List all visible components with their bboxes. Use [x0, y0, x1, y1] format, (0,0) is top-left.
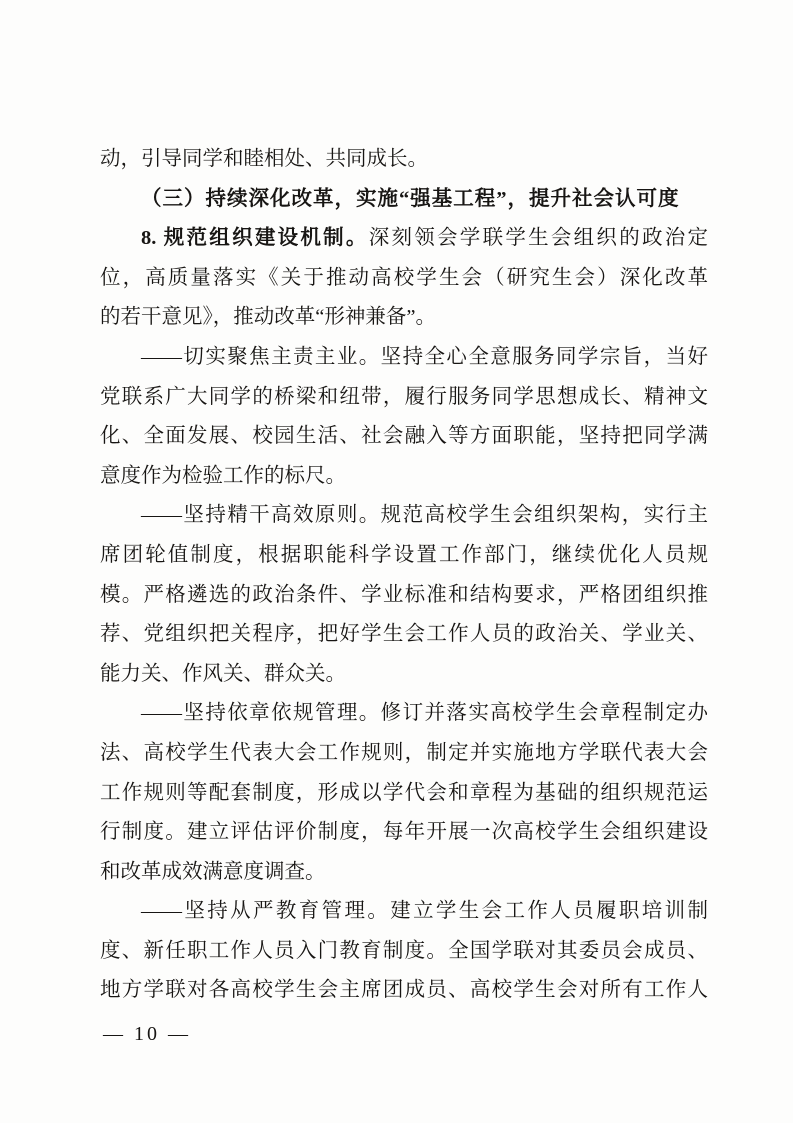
paragraph-dash-focus-main-duty	[100, 338, 708, 496]
body-text: 的若干意见》，推动改革“形神兼备”。	[100, 306, 436, 329]
text-line	[100, 892, 708, 932]
paragraph-dash-rule-based-management	[100, 694, 708, 892]
text-line	[100, 932, 708, 972]
body-text: 工作规则等配套制度，形成以学代会和章程为基础的组织规范运	[100, 781, 708, 804]
text-line	[100, 694, 708, 734]
text-line	[100, 615, 708, 655]
paragraph-dash-lean-efficient	[100, 496, 708, 694]
text-line	[100, 734, 708, 774]
text-line	[100, 378, 708, 418]
emphasis-text: 8. 规范组织建设机制。	[141, 227, 369, 250]
body-text: ——坚持精干高效原则。规范高校学生会组织架构，实行主	[141, 504, 708, 527]
body-text: 法、高校学生代表大会工作规则，制定并实施地方学联代表大会	[100, 741, 708, 764]
text-line	[100, 655, 708, 695]
body-text: 地方学联对各高校学生会主席团成员、高校学生会对所有工作人	[100, 979, 708, 1002]
text-line	[100, 576, 708, 616]
text-line	[100, 338, 708, 378]
body-text: 动，引导同学和睦相处、共同成长。	[100, 148, 428, 170]
text-line	[100, 457, 708, 497]
body-text: ——坚持从严教育管理。建立学生会工作人员履职培训制	[141, 900, 708, 923]
paragraph-continuation	[100, 140, 708, 180]
text-line	[100, 180, 708, 220]
text-line	[100, 417, 708, 457]
body-text: 位，高质量落实《关于推动高校学生会（研究生会）深化改革	[100, 266, 708, 289]
heading-section-three	[100, 180, 708, 220]
body-text: 席团轮值制度，根据职能科学设置工作部门，继续优化人员规	[100, 543, 708, 566]
body-text: 模。严格遴选的政治条件、学业标准和结构要求，严格团组织推	[100, 583, 708, 606]
text-line	[100, 813, 708, 853]
text-line	[100, 774, 708, 814]
text-line	[100, 259, 708, 299]
text-line	[100, 971, 708, 1011]
body-text: 意度作为检验工作的标尺。	[100, 464, 346, 487]
text-line	[100, 853, 708, 893]
body-text: （三）持续深化改革，实施“强基工程”，提升社会认可度	[141, 187, 680, 210]
paragraph-dash-strict-education	[100, 892, 708, 1011]
page-number: — 10 —	[103, 1023, 191, 1045]
body-text: ——坚持依章依规管理。修订并落实高校学生会章程制定办	[141, 702, 708, 725]
document-body	[100, 140, 708, 1011]
body-text: 能力关、作风关、群众关。	[100, 662, 346, 685]
body-text: 党联系广大同学的桥梁和纽带，履行服务同学思想成长、精神文	[100, 385, 708, 408]
text-line	[100, 536, 708, 576]
text-line	[100, 140, 708, 180]
body-text: ——切实聚焦主责主业。坚持全心全意服务同学宗旨，当好	[141, 345, 708, 368]
text-line	[100, 298, 708, 338]
body-text: 荐、党组织把关程序，把好学生会工作人员的政治关、学业关、	[100, 623, 708, 646]
body-text: 和改革成效满意度调查。	[100, 860, 326, 883]
body-text: 行制度。建立评估评价制度，每年开展一次高校学生会组织建设	[100, 821, 708, 844]
text-line	[100, 496, 708, 536]
body-text: 深刻领会学联学生会组织的政治定	[368, 227, 708, 250]
text-line	[100, 219, 708, 259]
body-text: 度、新任职工作人员入门教育制度。全国学联对其委员会成员、	[100, 939, 708, 962]
paragraph-item-8	[100, 219, 708, 338]
body-text: 化、全面发展、校园生活、社会融入等方面职能，坚持把同学满	[100, 425, 708, 448]
